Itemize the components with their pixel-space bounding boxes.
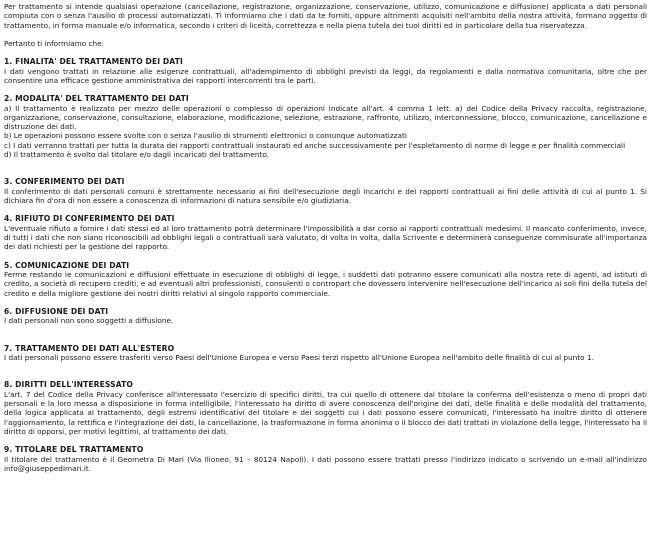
section-conferimento <box>4 177 647 205</box>
section-paragraph: a) Il trattamento è realizzato per mezzo delle operazioni o complesso di operazioni indicate all'art. 4 comma 1 lett. a) del Codice della Privacy raccolta, registrazione, organizzazione, conservazione, consultazione, elaborazione, modificazione, selezione, estrazione, raffronto, utilizzo, interconnessione, blocco, comunicazione, cancellazione e distruzione dei dati. <box>4 103 647 132</box>
section-paragraph: c) I dati verranno trattati per tutta la durata dei rapporti contrattuali instaurati ed anche successivamente per l'espletamento di norme di legge e per finalità commerciali <box>4 140 626 150</box>
section-heading: 6. DIFFUSIONE DEI DATI <box>4 306 109 316</box>
section-comunicazione <box>4 261 647 298</box>
section-heading: 7. TRATTAMENTO DEI DATI ALL'ESTERO <box>4 343 175 353</box>
section-paragraph: I dati personali non sono soggetti a diffusione. <box>4 316 174 326</box>
section-paragraph: I dati personali possono essere trasferiti verso Paesi dell'Unione Europea e verso Paesi terzi rispetto all'Unione Europea nell'ambito delle finalità di cui al punto 1. <box>4 353 594 363</box>
section-paragraph: Ferme restando le comunicazioni e diffusioni effettuate in esecuzione di obblighi di legge, i suddetti dati potranno essere comunicati alla nostra rete di agenti, ad istituti di credito, a società di recupero crediti, e ad eventuali altri professionisti, consulenti o contropart che dovessero intervenire nell'esecuzione dell'incarico ai soli fini della tutela del credito e della migliore gestione dei nostri diritti relativi al singolo rapporto commerciale. <box>4 270 647 298</box>
intro-paragraph: Per trattamento si intende qualsiasi operazione (cancellazione, registrazione, organizzazione, conservazione, utilizzo, comunicazione e diffusione) applicata a dati personali compiuta con o senza l'ausilio di processi automatizzati. Ti informiamo che i dati da te forniti, oppure altrimenti acquisiti nell'ambito della nostra attività, formano oggetto di trattamento, in forma manuale e/o informatica, secondo i criteri di liceità, correttezza e nella piena tutela dei tuoi diritti ed in particolare della tua riservatezza. <box>4 2 647 30</box>
section-heading: 9. TITOLARE DEL TRATTAMENTO <box>4 445 144 455</box>
section-titolare <box>4 445 647 473</box>
section-paragraph: d) Il trattamento è svolto dal titolare e/o dagli incaricati del trattamento. <box>4 150 269 160</box>
section-finalita <box>4 57 647 85</box>
section-heading: 3. CONFERIMENTO DEI DATI <box>4 177 125 187</box>
section-rifiuto <box>4 214 647 251</box>
section-paragraph: b) Le operazioni possono essere svolte con o senza l'ausilio di strumenti elettronici o comunque automatizzati <box>4 131 407 141</box>
section-modalita <box>4 94 647 159</box>
section-heading: 1. FINALITA' DEL TRATTAMENTO DEI DATI <box>4 57 183 67</box>
section-diffusione <box>4 307 647 326</box>
lead-sentence: Pertanto ti informiamo che: <box>4 38 105 48</box>
section-paragraph: I dati vengono trattati in relazione alle esigenze contrattuali, all'adempimento di obblighi previsti da leggi, da regolamenti e dalla normativa comunitaria, oltre che per consentire una efficace gestione amministrativa dei rapporti intercorrenti tra le parti. <box>4 66 647 85</box>
section-paragraph: L'art. 7 del Codice della Privacy conferisce all'interessato l'esercizio di specifici diritti, tra cui quello di ottenere dal titolare la conferma dell'esistenza o meno di propri dati personali e la loro messa a disposizione in forma intelligibile, l'interessato ha diritto di avere conoscenza dell'origine dei dati, delle finalità e delle modalità del trattamento, della logica applicata al trattamento, degli estremi identificativi del titolare e dei soggetti cui i dati possono essere comunicati, l'interessato ha inoltre diritto di ottenere l'aggiornamento, la rettifica e l'integrazione dei dati, la cancellazione, la trasformazione in forma anonima o il blocco dei dati trattati in violazione della legge, l'interessato ha il diritto di opporsi, per motivi legittimi, al trattamento dei dati. <box>4 389 647 436</box>
section-heading: 5. COMUNICAZIONE DEI DATI <box>4 260 130 270</box>
section-heading: 4. RIFIUTO DI CONFERIMENTO DEI DATI <box>4 214 175 224</box>
section-estero <box>4 344 647 363</box>
section-heading: 2. MODALITA' DEL TRATTAMENTO DEI DATI <box>4 94 189 104</box>
section-paragraph: Il conferimento di dati personali comuni è strettamente necessario ai fini dell'esecuzione degli incarichi e dei rapporti contrattuali ai fini delle attività di cui al punto 1. Si dichiara fin d'ora di non essere a conoscenza di informazioni di natura sensibile e/o giudiziaria. <box>4 186 647 206</box>
section-paragraph: Il titolare del trattamento è il Geometra Di Mari (Via Ilioneo, 91 – 80124 Napoli). I dati possono essere trattati presso l'indirizzo indicato o scrivendo un e-mail all'indirizzo info@giuseppedimari.it. <box>4 454 647 473</box>
section-paragraph: L'eventuale rifiuto a fornire i dati stessi ed al loro trattamento potrà determinare l'impossibilità a dar corso ai rapporti contrattuali medesimi. Il mancato conferimento, invece, di tutti i dati che non siano riconoscibili ad obblighi legali o contrattuali sarà valutato, di volta in volta, dalla Scrivente e determinerà conseguenze commisurate all'importanza dei dati richiesti per la gestione del rapporto. <box>4 223 647 252</box>
section-heading: 8. DIRITTI DELL'INTERESSATO <box>4 380 133 390</box>
section-diritti <box>4 380 647 436</box>
